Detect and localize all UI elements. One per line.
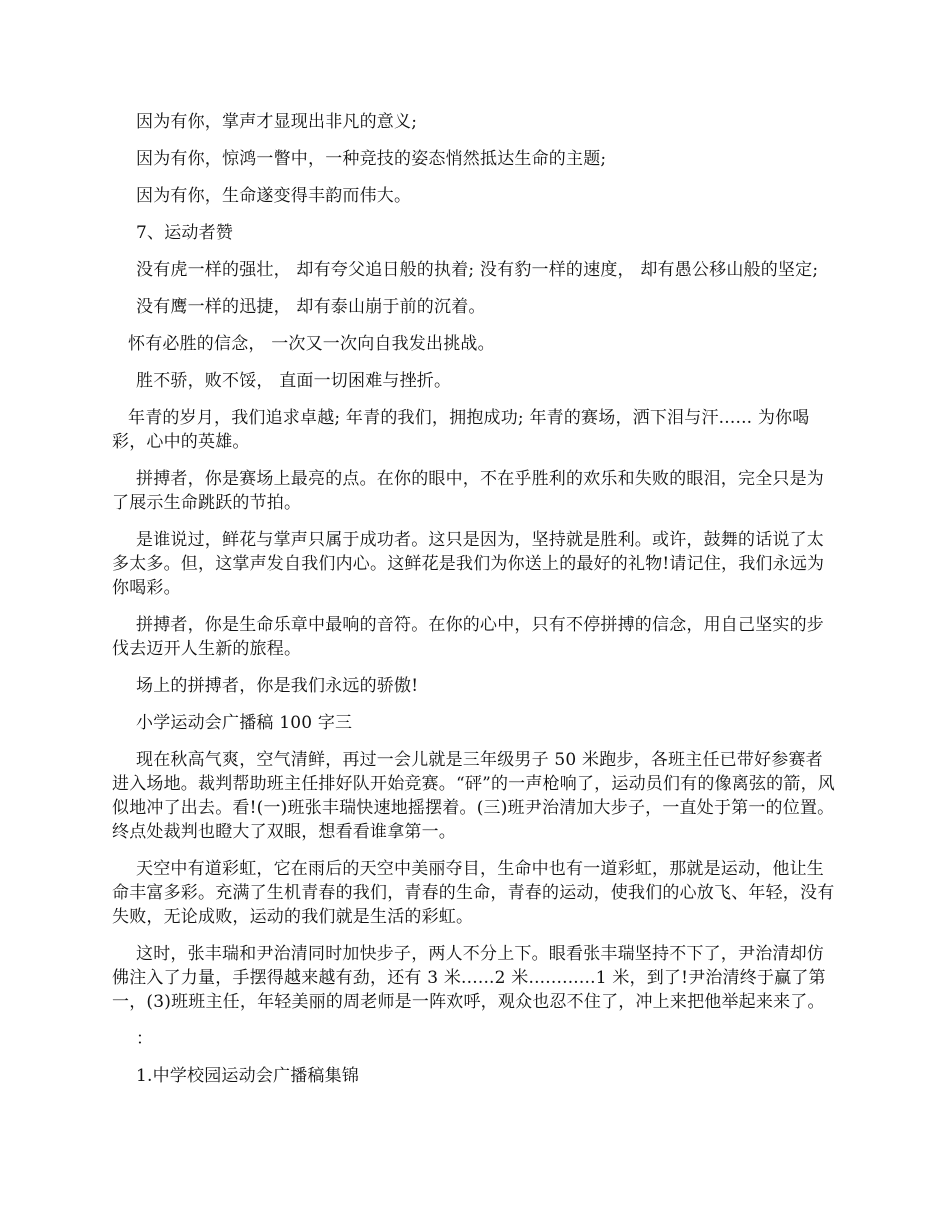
paragraph: 这时，张丰瑞和尹治清同时加快步子，两人不分上下。眼看张丰瑞坚持不下了，尹治清却仿佛注入了力量，手摆得越来越有劲，还有 3 米......2 米............1 米，到了!尹治清终于赢了第一，(3)班班主任，年轻美丽的周老师是一阵欢呼，观众也忍不住了，冲上来把他举起来来了。: [112, 944, 826, 1012]
paragraph: 年青的岁月，我们追求卓越; 年青的我们，拥抱成功; 年青的赛场，洒下泪与汗...... 为你喝彩，心中的英雄。: [112, 408, 810, 452]
section-heading: 1.中学校园运动会广播稿集锦: [136, 1066, 360, 1086]
paragraph: 是谁说过，鲜花与掌声只属于成功者。这只是因为，坚持就是胜利。或许，鼓舞的话说了太多太多。但，这掌声发自我们内心。这鲜花是我们为你送上的最好的礼物!请记住，我们永远为你喝彩。: [112, 530, 825, 598]
paragraph: 现在秋高气爽，空气清鲜，再过一会儿就是三年级男子 50 米跑步，各班主任已带好参赛者进入场地。裁判帮助班主任排好队开始竞赛。“砰”的一声枪响了，运动员们有的像离弦的箭，风似地冲了出去。看!(一)班张丰瑞快速地摇摆着。(三)班尹治清加大步子，一直处于第一的位置。终点处裁判也瞪大了双眼，想看看谁拿第一。: [112, 750, 835, 842]
paragraph: 胜不骄，败不馁， 直面一切困难与挫折。: [136, 371, 452, 391]
paragraph: 没有鹰一样的迅捷， 却有泰山崩于前的沉着。: [136, 297, 486, 317]
section-heading: 小学运动会广播稿 100 字三: [136, 713, 353, 733]
paragraph: 没有虎一样的强壮， 却有夸父追日般的执着; 没有豹一样的速度， 却有愚公移山般的坚定;: [136, 260, 819, 280]
paragraph: 因为有你，掌声才显现出非凡的意义;: [136, 112, 418, 132]
paragraph: 拼搏者，你是生命乐章中最响的音符。在你的心中，只有不停拼搏的信念，用自己坚实的步伐去迈开人生新的旅程。: [112, 615, 824, 659]
paragraph: 天空中有道彩虹，它在雨后的天空中美丽夺目，生命中也有一道彩虹，那就是运动，他让生命丰富多彩。充满了生机青春的我们，青春的生命，青春的运动，使我们的心放飞、年轻，没有失败，无论成败，运动的我们就是生活的彩虹。: [112, 859, 835, 927]
paragraph: 因为有你，生命遂变得丰韵而伟大。: [136, 186, 412, 206]
colon-mark: ：: [136, 1029, 154, 1049]
section-heading: 7、运动者赞: [136, 223, 234, 243]
paragraph: 怀有必胜的信念， 一次又一次向自我发出挑战。: [128, 334, 495, 354]
paragraph: 拼搏者，你是赛场上最亮的点。在你的眼中，不在乎胜利的欢乐和失败的眼泪，完全只是为了展示生命跳跃的节拍。: [112, 469, 824, 513]
paragraph: 场上的拼搏者，你是我们永远的骄傲!: [136, 676, 419, 696]
document-body: [112, 110, 837, 1101]
paragraph: 因为有你，惊鸿一瞥中，一种竞技的姿态悄然抵达生命的主题;: [136, 149, 607, 169]
